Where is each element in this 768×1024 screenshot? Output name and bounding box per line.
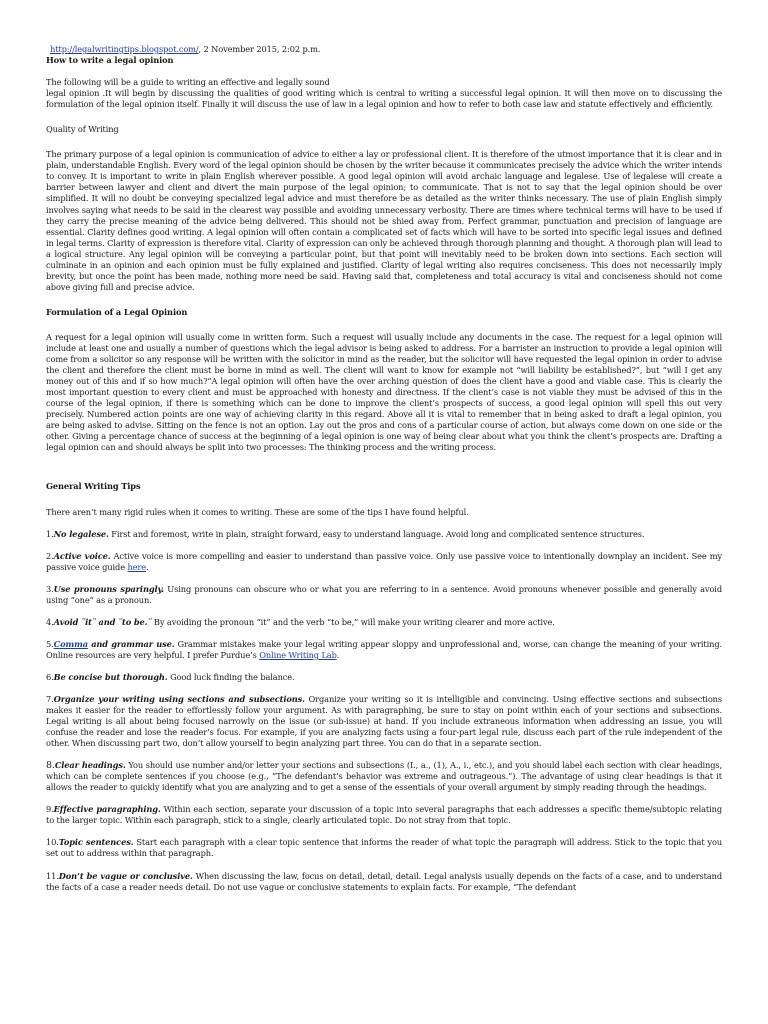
tip-number: 5.: [46, 638, 54, 649]
tip-title: Be concise but thorough.: [53, 671, 168, 682]
quality-paragraph: The primary purpose of a legal opinion is communication of advice to either a lay or professional client. It is therefore of the utmost importance that it is clear and in plain, understandable English. Every word of the legal opinion should be chosen by the writer because it communicates precisely the advice which the writer intends to convey. It is important to write in plain English wherever possible. A good legal opinion will avoid archaic language and legalese. Use of legalese will create a barrier between lawyer and client and divert the main purpose of the legal opinion; to communicate. That is not to say that the legal opinion should be over simplified. It will no doubt be conveying specialized legal advice and must therefore be as detailed as the writer thinks necessary. The use of plain English simply involves saying what needs to be said in the clearest way possible and avoiding unnecessary verbosity. There are times where technical terms will have to be used if they carry the precise meaning of the advice being delivered. This should not be shied away from. Perfect grammar, punctuation and precision of language are essential. Clarity defines good writing. A legal opinion will often contain a complicated set of facts which will have to be sorted into specific legal issues and defined in legal terms. Clarity of expression is therefore vital. Clarity of expression can only be achieved through thorough planning and thought. A thorough plan will lead to a logical structure. Any legal opinion will be conveying a particular point, but that point will inevitably need to be broken down into sections. Each section will culminate in an opinion and each opinion must be fully explained and justified. Clarity of legal writing also requires conciseness. This does not necessarily imply brevity, but once the point has been made, nothing more need be said. Having said that, completeness and total accuracy is vital and conciseness should not come above giving full and precise advice.: [46, 149, 722, 292]
comma-link[interactable]: Comma: [53, 638, 88, 649]
tip-number: 8.: [46, 760, 55, 772]
tip-text: Start each paragraph with a clear topic sentence that informs the reader of what topic the paragraph will address. Stick to the topic that you set out to address within that paragraph.: [46, 837, 723, 859]
tip-text: Grammar mistakes make your legal writing appear sloppy and unprofessional and, worse, can change the meaning of your writing. Online resources are very helpful. I prefer Purdue’s: [46, 638, 722, 660]
tip-number: 1.: [46, 528, 54, 539]
document-body: [46, 44, 722, 893]
tip-number: 9.: [46, 804, 54, 815]
tip-end: .: [336, 649, 340, 660]
tip-4: [46, 617, 722, 628]
tip-title: No legalese.: [53, 528, 109, 539]
tip-5: [46, 639, 722, 661]
tip-title: Topic sentences.: [58, 837, 134, 848]
tip-title: Organize your writing using sections and subsections.: [53, 693, 305, 704]
tip-7: [46, 694, 722, 749]
formulation-heading: Formulation of a Legal Opinion: [46, 306, 188, 317]
tip-6: [46, 672, 722, 683]
tip-title: Don’t be vague or conclusive.: [58, 870, 193, 881]
tip-text: Using pronouns can obscure who or what you are referring to in a sentence. Avoid pronouns whenever possible and generally avoid using “one” as a pronoun.: [46, 583, 722, 605]
tip-title: Effective paragraphing.: [53, 804, 161, 815]
tip-text: Good luck finding the balance.: [167, 671, 295, 682]
tip-text: You should use number and/or letter your sections and subsections (I., a., (1), A., i., etc.), and you should label each section with clear headings, which can be complete sentences if you choose (e.g., “The defendant’s behavior was extreme and outrageous.”). The advantage of using clear headings is that it allows the reader to quickly identify what you are analyzing and to get a sense of the essentials of your overall argument by simply reading through the headings.: [46, 760, 722, 793]
tips-heading: General Writing Tips: [46, 481, 141, 492]
tip-title: Active voice.: [53, 550, 111, 561]
tip-number: 4.: [46, 616, 54, 627]
tip-text: Active voice is more compelling and easier to understand than passive voice. Only use passive voice to intentionally downplay an incident. See my passive voice guide: [46, 550, 722, 572]
tip-number: 7.: [46, 693, 54, 704]
intro-line: The following will be a guide to writing an effective and legally sound: [46, 77, 330, 88]
tip-text: When discussing the law, focus on detail, detail, detail. Legal analysis usually depends on the facts of a case, and to understand the facts of a case a reader needs detail. Do not use vague or conclusive statements to explain facts. For example, “The defendant: [46, 870, 722, 892]
tip-end: .: [146, 561, 149, 572]
quality-heading: Quality of Writing: [46, 124, 119, 135]
document-title: How to write a legal opinion: [46, 55, 174, 66]
tip-text: Organize your writing so it is intelligible and convincing. Using effective sections and subsections makes it easier for the reader to effortlessly follow your argument. As with paragraphing, be sure to stay on point within each of your sections and subsections. Legal writing is all about being focused narrowly on the issue (or sub-issue) at hand. If you include extraneous information when addressing an issue, you will confuse the reader and lose the reader’s focus. For example, if you are analyzing facts using a four-part legal rule, discuss each part of the rule independent of the other. When discussing part two, don’t allow yourself to begin analyzing part three. You can do that in a separate section.: [46, 693, 722, 749]
tip-3: [46, 584, 722, 606]
tip-number: 2.: [46, 550, 54, 561]
tip-1: [46, 529, 722, 540]
source-link[interactable]: http://legalwritingtips.blogspot.com/: [50, 44, 199, 54]
intro-paragraph: legal opinion .It will begin by discussing the qualities of good writing which is central to writing a successful legal opinion. It will then move on to discussing the formulation of the legal opinion itself. Finally it will discuss the use of law in a legal opinion and how to refer to both case law and statute effectively and efficiently.: [46, 88, 722, 110]
tip-title: Clear headings.: [54, 760, 126, 771]
tip-number: 11.: [46, 870, 59, 881]
tip-text: By avoiding the pronoun “it” and the verb “to be,” will make your writing clearer and more active.: [151, 616, 555, 627]
source-line: [46, 44, 722, 55]
tip-title: Avoid ¨it¨ and ¨to be.¨: [53, 616, 152, 627]
tip-number: 10.: [46, 837, 59, 848]
tip-number: 6.: [46, 671, 54, 682]
online-writing-lab-link[interactable]: Online Writing Lab: [259, 649, 337, 660]
tip-10: [46, 837, 722, 859]
source-date: , 2 November 2015, 2:02 p.m.: [198, 44, 321, 54]
tip-title: Use pronouns sparingly.: [53, 583, 164, 594]
tip-11: [46, 871, 722, 893]
tips-intro: There aren’t many rigid rules when it comes to writing. These are some of the tips I have found helpful.: [46, 506, 469, 517]
tip-text: Within each section, separate your discussion of a topic into several paragraphs that each addresses a specific theme/subtopic relating to the larger topic. Within each paragraph, stick to a single, clearly articulated topic. Do not stray from that topic.: [46, 804, 722, 826]
tip-number: 3.: [46, 583, 54, 594]
tip-8: [46, 760, 722, 793]
passive-voice-guide-link[interactable]: here: [127, 561, 147, 572]
tip-title: and grammar use.: [87, 638, 175, 649]
formulation-paragraph: A request for a legal opinion will usually come in written form. Such a request will usually include any documents in the case. The request for a legal opinion will include at least one and usually a number of questions which the legal advisor is being asked to address. For a barrister an instruction to provide a legal opinion will come from a solicitor so any response will be written with the solicitor in mind as the reader, but the solicitor will have requested the legal opinion in order to advise the client and therefore the client must be borne in mind as well. The client will want to know for example not “will liability be established?”, but “will I get any money out of this and if so how much?”A legal opinion will often have the over arching question of does the client have a good and viable case. This is clearly the most important question to every client and must be approached with honesty and directness. If the client’s case is not viable they must be advised of this in the course of the legal opinion, if there is something which can be done to improve the client’s prospects of success, a good legal opinion will spell this out very precisely. Numbered action points are one way of achieving clarity in this regard. Above all it is vital to remember that in being asked to draft a legal opinion, you are being asked to advise. Sitting on the fence is not an option. Lay out the pros and cons of a particular course of action, but always come down on one side or the other. Giving a percentage chance of success at the beginning of a legal opinion is one way of being clear about what you think the client’s prospects are. Drafting a legal opinion can and should always be split into two processes: The thinking process and the writing process.: [46, 331, 722, 453]
tip-2: [46, 551, 722, 573]
tip-9: [46, 804, 722, 826]
tip-text: First and foremost, write in plain, straight forward, easy to understand language. Avoid long and complicated sentence structures.: [108, 528, 645, 539]
